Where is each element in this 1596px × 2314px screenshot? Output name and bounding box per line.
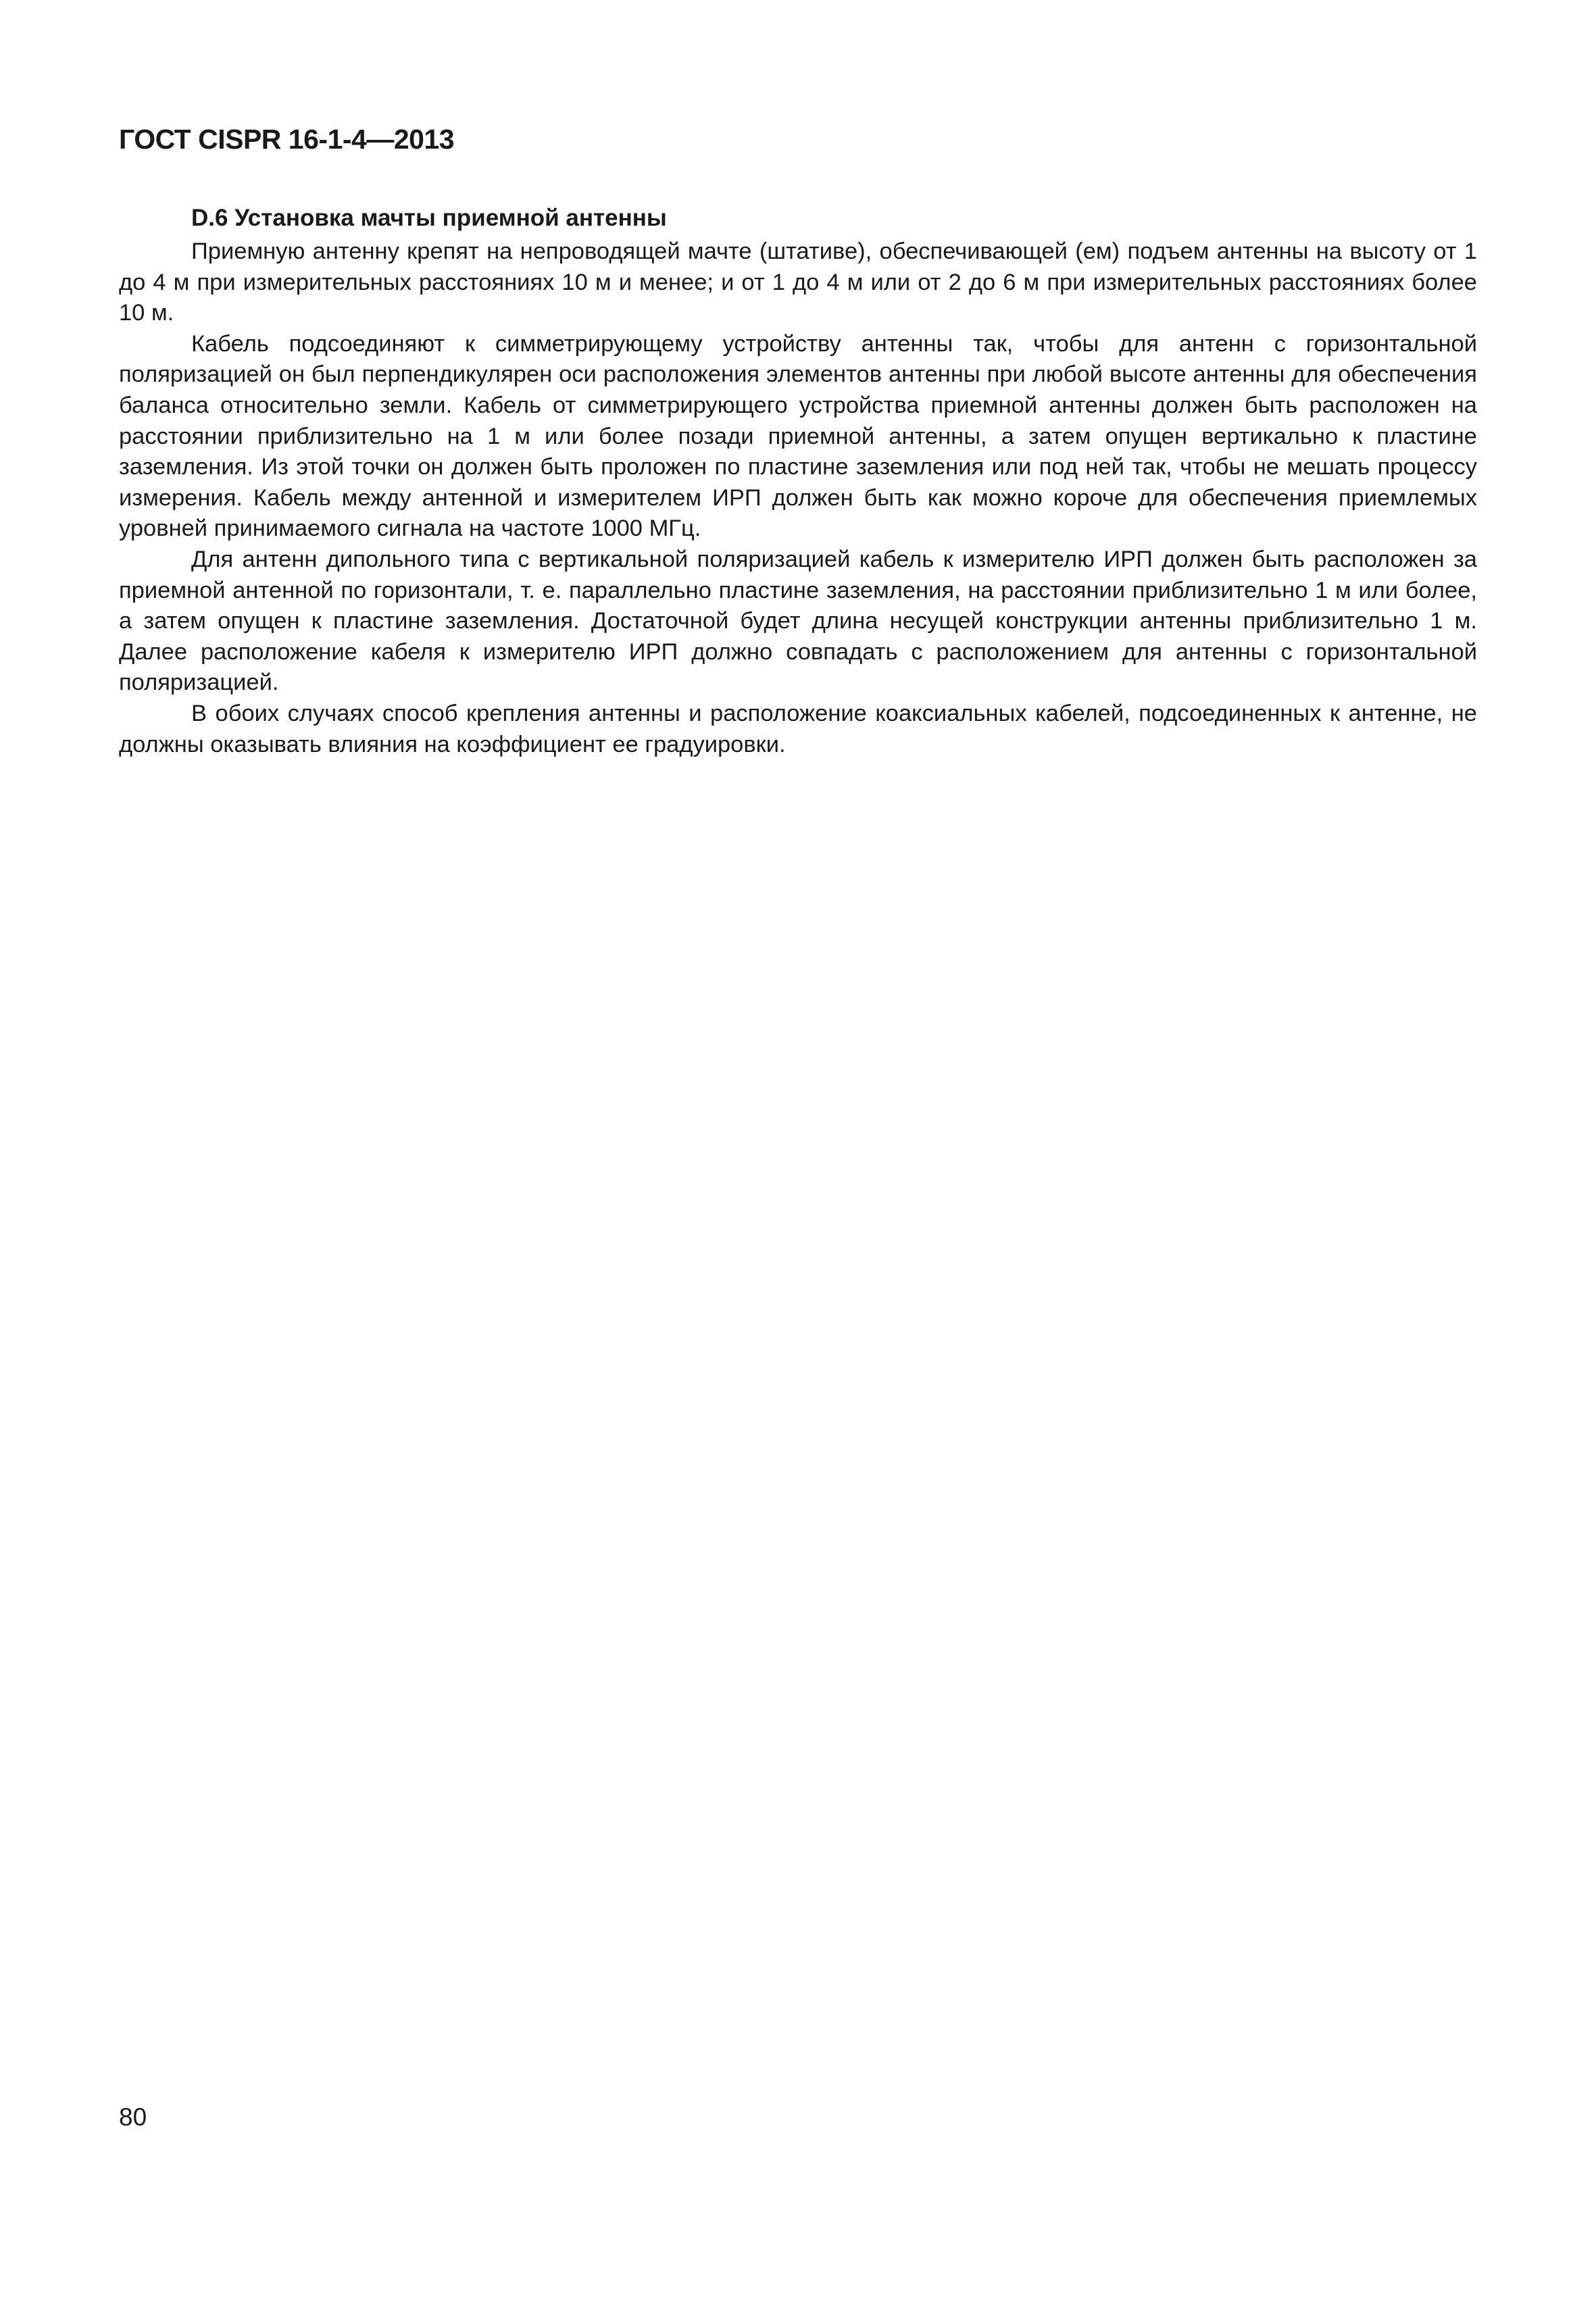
paragraph-horizontal-cable: Кабель подсоединяют к симметрирующему устройству антенны так, чтобы для антенн с горизонтальной поляризацией он был перпендикулярен оси расположения элементов антенны при любой высоте антенны для обеспечения баланса относительно земли. Кабель от симметрирующего устройства приемной антенны должен быть расположен на расстоянии приблизительно на 1 м или более позади приемной антенны, а затем опущен вертикально к пластине заземления. Из этой точки он должен быть проложен по пластине заземления или под ней так, чтобы не мешать процессу измерения. Кабель между антенной и измерителем ИРП должен быть как можно короче для обеспечения приемлемых уровней принимаемого сигнала на частоте 1000 МГц.: [119, 330, 1477, 542]
paragraph-vertical-cable: Для антенн дипольного типа с вертикальной поляризацией кабель к измерителю ИРП должен быть расположен за приемной антенной по горизонтали, т. е. параллельно пластине заземления, на расстоянии приблизительно 1 м или более, а затем опущен к пластине заземления. Достаточной будет длина несущей конструкции антенны приблизительно 1 м. Далее расположение кабеля к измерителю ИРП должно совпадать с расположением для антенны с горизонтальной поляризацией.: [119, 546, 1477, 696]
section-title: D.6 Установка мачты приемной антенны: [191, 205, 667, 231]
section-d6: [119, 203, 1477, 760]
page-number: 80: [119, 2103, 147, 2131]
paragraph-mounting: В обоих случаях способ крепления антенны и расположение коаксиальных кабелей, подсоединенных к антенне, не должны оказывать влияния на коэффициент ее градуировки.: [119, 700, 1477, 757]
document-header: ГОСТ CISPR 16-1-4—2013: [119, 124, 455, 155]
paragraph-mast-height: Приемную антенну крепят на непроводящей мачте (штативе), обеспечивающей (ем) подъем антенны на высоту от 1 до 4 м при измерительных расстояниях 10 м и менее; и от 1 до 4 м или от 2 до 6 м при измерительных расстояниях более 10 м.: [119, 238, 1477, 326]
